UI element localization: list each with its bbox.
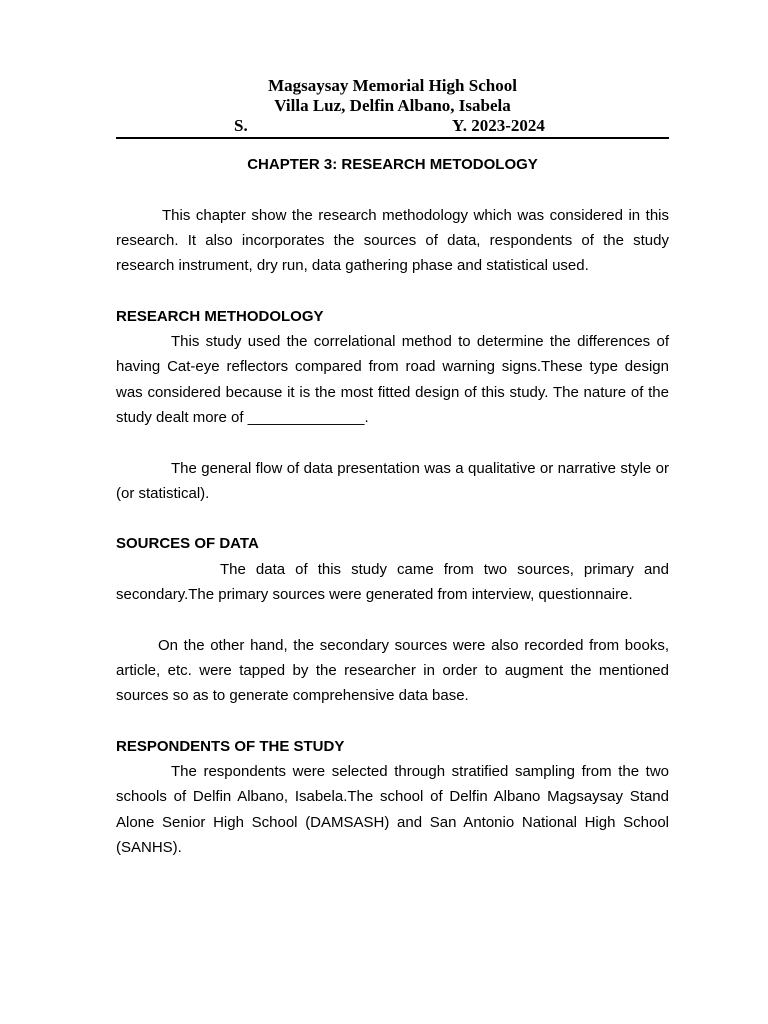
section-heading-sources-of-data: SOURCES OF DATA: [116, 535, 259, 553]
school-year-line: [116, 116, 669, 136]
intro-paragraph: This chapter show the research methodology which was considered in this research. It also incorporates the sources of data, respondents of the study research instrument, dry run, data gathering phase and statistical used.: [116, 206, 669, 275]
research-methodology-paragraph-1: This study used the correlational method to determine the differences of having Cat-eye reflectors compared from road warning signs.These type design was considered because it is the most fitted design of this study. The nature of the study dealt more of ______________.: [116, 333, 669, 426]
school-year-value: Y. 2023-2024: [452, 116, 545, 135]
chapter-title: CHAPTER 3: RESEARCH METODOLOGY: [247, 156, 538, 173]
header-divider: [116, 137, 669, 139]
school-name: Magsaysay Memorial High School: [268, 76, 517, 95]
sources-of-data-paragraph-2: On the other hand, the secondary sources were also recorded from books, article, etc. were tapped by the researcher in order to augment the mentioned sources so as to generate comprehensive data base.: [116, 636, 669, 705]
spacer: [116, 506, 669, 531]
sources-of-data-paragraph-1: The data of this study came from two sources, primary and secondary.The primary sources were generated from interview, questionnaire.: [116, 560, 669, 604]
section-heading-respondents: RESPONDENTS OF THE STUDY: [116, 737, 345, 755]
school-year-prefix: S.: [234, 116, 248, 135]
school-address: Villa Luz, Delfin Albano, Isabela: [274, 96, 511, 115]
spacer: [116, 278, 669, 303]
document-body: [116, 152, 669, 860]
document-page: [116, 76, 669, 860]
respondents-paragraph-1: The respondents were selected through stratified sampling from the two schools of Delfin Albano, Isabela.The school of Delfin Albano Magsaysay Stand Alone Senior High School (DAMSASH) and San Antonio National High School (SANHS).: [116, 763, 669, 857]
document-header: [116, 76, 669, 139]
section-heading-research-methodology: RESEARCH METHODOLOGY: [116, 307, 324, 325]
research-methodology-paragraph-2: The general flow of data presentation was a qualitative or narrative style or (or statistical).: [116, 459, 669, 502]
spacer: [116, 177, 669, 202]
spacer: [116, 709, 669, 734]
spacer: [116, 607, 669, 632]
spacer: [116, 430, 669, 455]
